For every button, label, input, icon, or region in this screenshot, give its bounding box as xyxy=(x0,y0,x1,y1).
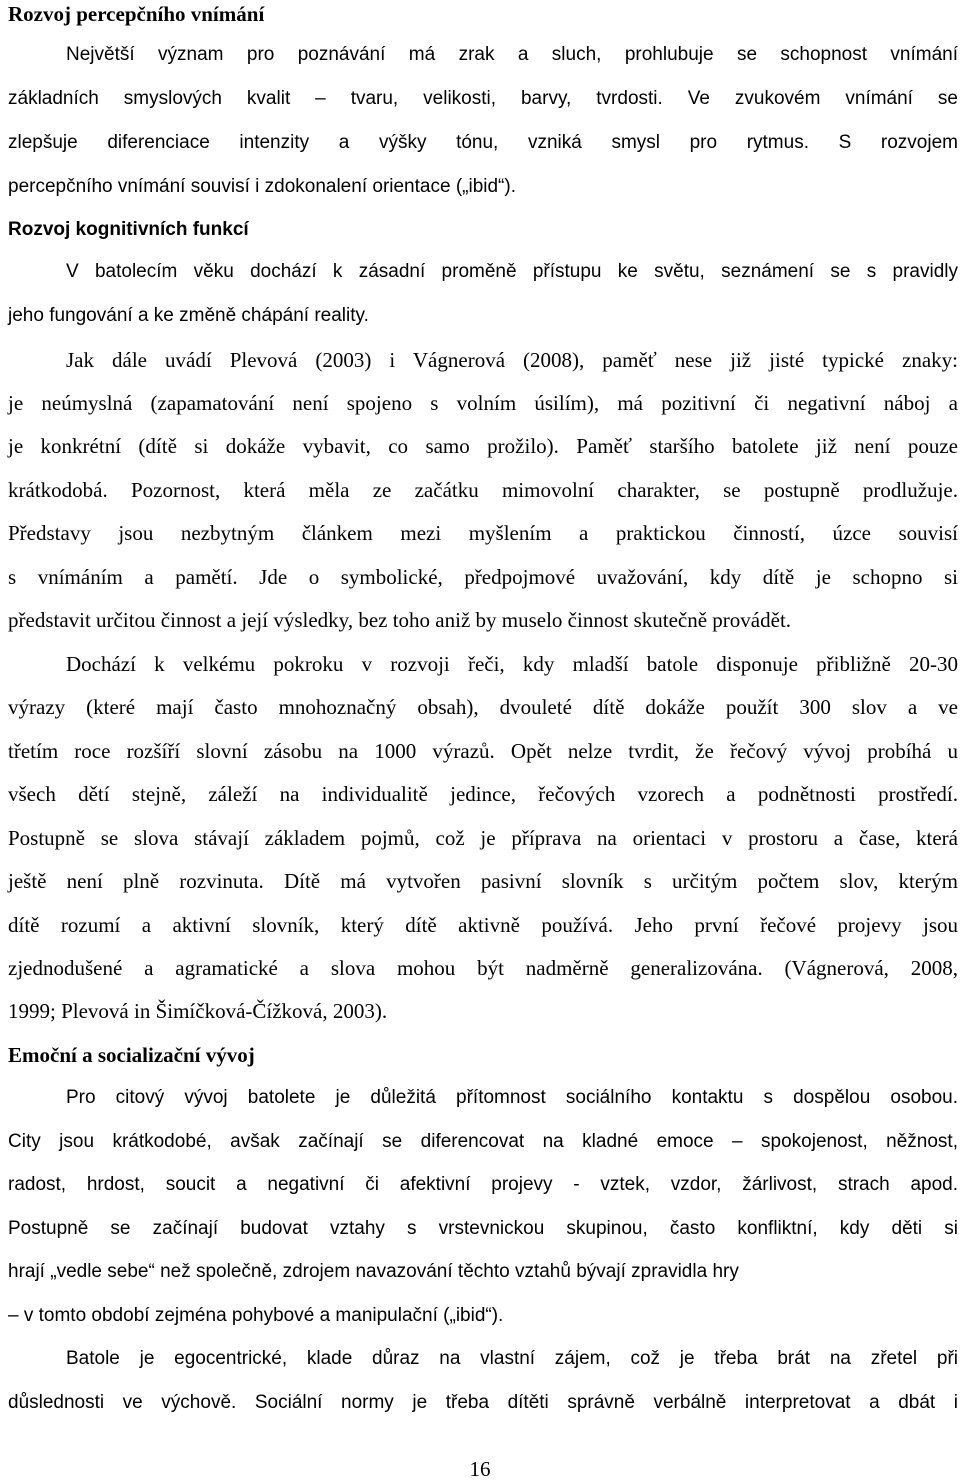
text-line: Představy jsou nezbytným článkem mezi myšlením a praktickou činností, úzce souvisí xyxy=(8,521,958,545)
page-number: 16 xyxy=(469,1457,491,1481)
text-line: Největší význam pro poznávání má zrak a sluch, prohlubuje se schopnost vnímání xyxy=(66,44,958,65)
heading-cognitive-functions: Rozvoj kognitivních funkcí xyxy=(8,219,249,240)
text-line: základních smyslových kvalit – tvaru, velikosti, barvy, tvrdosti. Ve zvukovém vnímání se xyxy=(8,88,958,109)
text-line: radost, hrdost, soucit a negativní či afektivní projevy - vztek, vzdor, žárlivost, strach apod. xyxy=(8,1174,958,1195)
text-line: je konkrétní (dítě si dokáže vybavit, co samo prožilo). Paměť staršího batolete již není pouze xyxy=(8,434,958,458)
text-line: zlepšuje diferenciace intenzity a výšky tónu, vzniká smysl pro rytmus. S rozvojem xyxy=(8,132,958,153)
text-line: dítě rozumí a aktivní slovník, který dítě aktivně používá. Jeho první řečové projevy jsou xyxy=(8,913,958,937)
text-line: percepčního vnímání souvisí i zdokonalení orientace („ibid“). xyxy=(8,176,516,197)
text-line: představit určitou činnost a její výsledky, bez toho aniž by muselo činnost skutečně provádět. xyxy=(8,608,792,632)
text-line: City jsou krátkodobé, avšak začínají se diferencovat na kladné emoce – spokojenost, něžnost, xyxy=(8,1131,958,1152)
text-line: 1999; Plevová in Šimíčková-Čížková, 2003). xyxy=(8,999,388,1023)
text-line: V batolecím věku dochází k zásadní proměně přístupu ke světu, seznámení se s pravidly xyxy=(66,261,958,282)
text-line: jeho fungování a ke změně chápání reality. xyxy=(8,305,369,326)
heading-perceptual-development: Rozvoj percepčního vnímání xyxy=(8,2,265,26)
heading-emotional-social-development: Emoční a socializační vývoj xyxy=(8,1043,255,1067)
text-line: Jak dále uvádí Plevová (2003) i Vágnerová (2008), paměť nese již jisté typické znaky: xyxy=(66,348,958,372)
text-line: s vnímáním a pamětí. Jde o symbolické, předpojmové uvažování, kdy dítě je schopno si xyxy=(8,565,958,589)
text-line: všech dětí stejně, záleží na individualitě jedince, řečových vzorech a podnětnosti prostředí. xyxy=(8,782,958,806)
text-line: třetím roce rozšíří slovní zásobu na 1000 výrazů. Opět nelze tvrdit, že řečový vývoj probíhá u xyxy=(8,739,958,763)
text-line: Postupně se začínají budovat vztahy s vrstevnickou skupinou, často konfliktní, kdy děti si xyxy=(8,1218,958,1239)
text-line: krátkodobá. Pozornost, která měla ze začátku mimovolní charakter, se postupně prodlužuje. xyxy=(8,478,958,502)
text-line: výrazy (které mají často mnohoznačný obsah), dvouleté dítě dokáže použít 300 slov a ve xyxy=(8,695,958,719)
text-line: hrají „vedle sebe“ než společně, zdrojem navazování těchto vztahů bývají zpravidla hry xyxy=(8,1261,739,1282)
text-line: Pro citový vývoj batolete je důležitá přítomnost sociálního kontaktu s dospělou osobou. xyxy=(66,1087,958,1108)
text-line: Postupně se slova stávají základem pojmů, což je příprava na orientaci v prostoru a čase, která xyxy=(8,826,958,850)
text-line: důslednosti ve výchově. Sociální normy je třeba dítěti správně verbálně interpretovat a dbát i xyxy=(8,1392,958,1413)
text-line: – v tomto období zejména pohybové a manipulační („ibid“). xyxy=(8,1305,504,1326)
text-line: Batole je egocentrické, klade důraz na vlastní zájem, což je třeba brát na zřetel při xyxy=(66,1348,958,1369)
text-line: je neúmyslná (zapamatování není spojeno s volním úsilím), má pozitivní či negativní náboj a xyxy=(8,391,958,415)
text-line: Dochází k velkému pokroku v rozvoji řeči, kdy mladší batole disponuje přibližně 20-30 xyxy=(66,652,958,676)
text-line: zjednodušené a agramatické a slova mohou být nadměrně generalizována. (Vágnerová, 2008, xyxy=(8,956,958,980)
text-line: ještě není plně rozvinuta. Dítě má vytvořen pasivní slovník s určitým počtem slov, kterým xyxy=(8,869,958,893)
